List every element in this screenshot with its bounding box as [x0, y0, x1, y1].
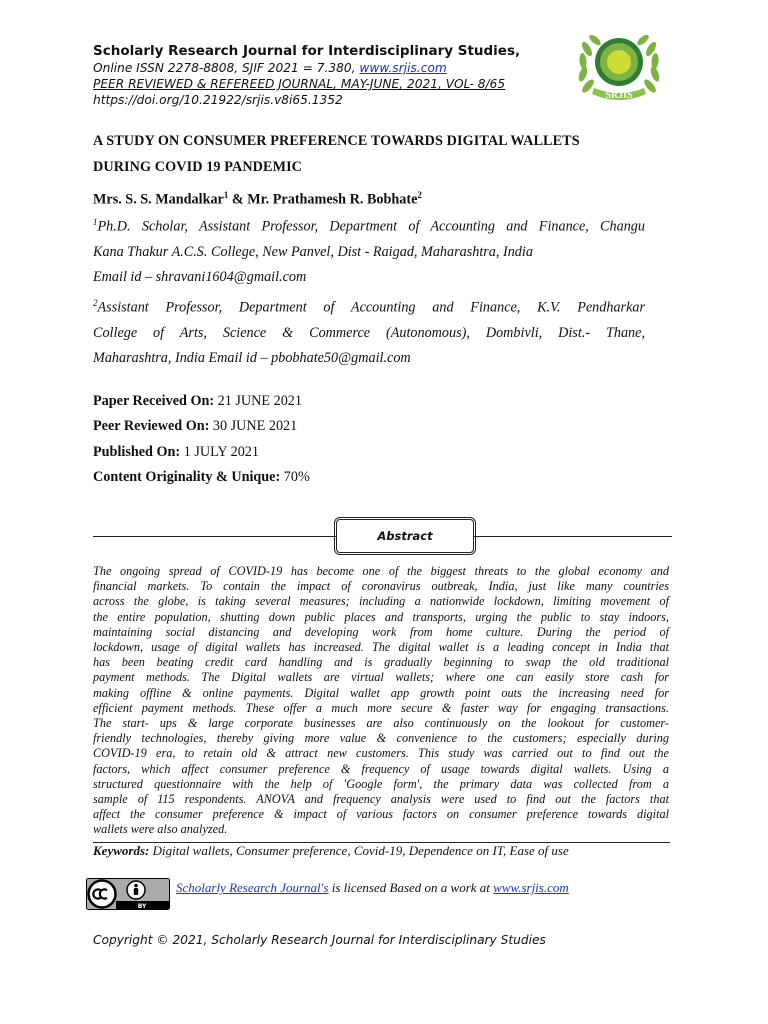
received-label: Paper Received On:: [93, 393, 218, 409]
abstract-line: has been beating credit card handling and is gradually beginning to swap the old traditional: [93, 655, 669, 670]
abstract-divider-right: [474, 536, 672, 537]
author-1: Mrs. S. S. Mandalkar: [93, 191, 224, 208]
author-1-sup: 1: [223, 190, 229, 200]
abstract-line: payment methods. The Digital wallets are virtual wallets; where one can easily store cash for: [93, 670, 669, 685]
srjis-laurel-logo: [574, 28, 664, 108]
affil-2-sup: 2: [93, 297, 98, 308]
abstract-line: The ongoing spread of COVID-19 has become one of the biggest threats to the global economy and: [93, 564, 669, 578]
abstract-line: sample of 115 respondents. ANOVA and frequency analysis were used to find out the factors that: [93, 792, 669, 807]
affiliations: [93, 210, 645, 371]
website-link[interactable]: www.srjis.com: [359, 61, 447, 75]
author-list: [93, 190, 422, 209]
abstract-line: The start- ups & large corporate businesses are also continuously on the lookout for customer-: [93, 716, 669, 731]
abstract-divider-left: [93, 536, 337, 537]
issn-line: [93, 60, 573, 76]
originality-row: [93, 465, 310, 490]
author-separator: &: [228, 191, 248, 208]
abstract-line: wallets were also analyzed.: [93, 822, 228, 837]
abstract-line: factors, which affect consumer preference & frequency of usage towards digital wallets. Using a: [93, 761, 669, 776]
affil-1-sup: 1: [93, 217, 98, 227]
license-statement: [176, 880, 569, 896]
abstract-line: the entire population, shutting down public places and transports, urging the public to stay indoors,: [93, 609, 669, 624]
abstract-line: affect the consumer preference & impact of various factors on consumer preference towards digital: [93, 807, 669, 822]
creative-commons-by-badge[interactable]: [86, 878, 170, 910]
abstract-line: structured questionnaire with the help of 'Google form', the primary data was collected from a: [93, 776, 669, 791]
journal-name: Scholarly Research Journal for Interdisciplinary Studies,: [93, 43, 521, 59]
affil-1-line-1: [93, 210, 645, 240]
abstract-line: COVID-19 era, to retain old & attract new customers. This study was carried out to find out the: [93, 746, 669, 761]
license-text: is licensed Based on a work at: [328, 880, 494, 895]
abstract-line: making offline & online payments. Digital wallet app growth point outs the increasing need for: [93, 685, 669, 700]
copyright-footer: Copyright © 2021, Scholarly Research Journal for Interdisciplinary Studies: [93, 933, 546, 947]
reviewed-label: Peer Reviewed On:: [93, 418, 213, 435]
affil-2-text: Assistant Professor, Department of Accounting and Finance, K.V. Pendharkar: [97, 299, 645, 316]
published-value: 1 JULY 2021: [183, 443, 259, 460]
journal-header: [93, 42, 573, 108]
affil-2-line-3: Maharashtra, India Email id – pbobhate50@gmail.com: [93, 349, 411, 366]
abstract-line: friendly technologies, thereby giving more value & convenience to the customers; especially during: [93, 731, 669, 746]
affil-2-line-2: College of Arts, Science & Commerce (Autonomous), Dombivli, Dist.- Thane,: [93, 324, 645, 341]
abstract-line: maintaining social distancing and developing work from home culture. During the period of: [93, 624, 669, 639]
keywords-label: Keywords:: [93, 843, 150, 858]
doi-line[interactable]: https://doi.org/10.21922/srjis.v8i65.1352: [93, 93, 343, 107]
abstract-heading: Abstract: [334, 517, 476, 555]
paper-title: [93, 128, 693, 180]
logo-label: SRJIS: [605, 90, 633, 101]
author-2-sup: 2: [417, 190, 422, 200]
title-line-1: A STUDY ON CONSUMER PREFERENCE TOWARDS DIGITAL WALLETS: [93, 133, 580, 149]
abstract-line: financial markets. To contain the impact of coronavirus outbreak, India, just like many countries: [93, 579, 669, 594]
affil-2-line-1: [93, 291, 645, 321]
keywords-text: Digital wallets, Consumer preference, Covid-19, Dependence on IT, Ease of use: [149, 843, 569, 858]
title-line-2: DURING COVID 19 PANDEMIC: [93, 159, 303, 175]
issn-text: Online ISSN 2278-8808, SJIF 2021 = 7.380,: [93, 61, 360, 75]
affil-1-email: Email id – shravani1604@gmail.com: [93, 269, 307, 286]
abstract-line: efficient payment methods. These offer a much more secure & faster way for engaging transactions.: [93, 700, 669, 715]
abstract-line: across the globe, is taking several measures; including a nationwide lockdown, limiting movement of: [93, 594, 669, 609]
published-label: Published On:: [93, 443, 184, 460]
publication-dates: [93, 389, 310, 490]
abstract-line: lockdown, usage of digital wallets has increased. The digital wallet is a leading concept in India that: [93, 640, 669, 655]
license-site-link[interactable]: www.srjis.com: [493, 880, 569, 895]
originality-label: Content Originality & Unique:: [93, 468, 284, 485]
affil-1-line-2: Kana Thakur A.C.S. College, New Panvel, Dist - Raigad, Maharashtra, India: [93, 244, 533, 261]
published-row: [93, 440, 310, 465]
reviewed-row: [93, 414, 310, 439]
received-row: [93, 389, 310, 414]
abstract-body: [93, 564, 669, 838]
received-value: 21 JUNE 2021: [217, 393, 302, 409]
by-label: BY: [137, 903, 147, 910]
keywords-line: [93, 843, 569, 859]
reviewed-value: 30 JUNE 2021: [212, 418, 298, 435]
peer-reviewed-line: PEER REVIEWED & REFEREED JOURNAL, MAY-JUNE, 2021, VOL- 8/65: [93, 77, 506, 91]
journal-license-link[interactable]: Scholarly Research Journal's: [176, 880, 329, 895]
author-2: Mr. Prathamesh R. Bobhate: [247, 191, 418, 208]
originality-value: 70%: [283, 468, 310, 485]
affil-1-text: Ph.D. Scholar, Assistant Professor, Department of Accounting and Finance, Changu: [97, 218, 645, 235]
